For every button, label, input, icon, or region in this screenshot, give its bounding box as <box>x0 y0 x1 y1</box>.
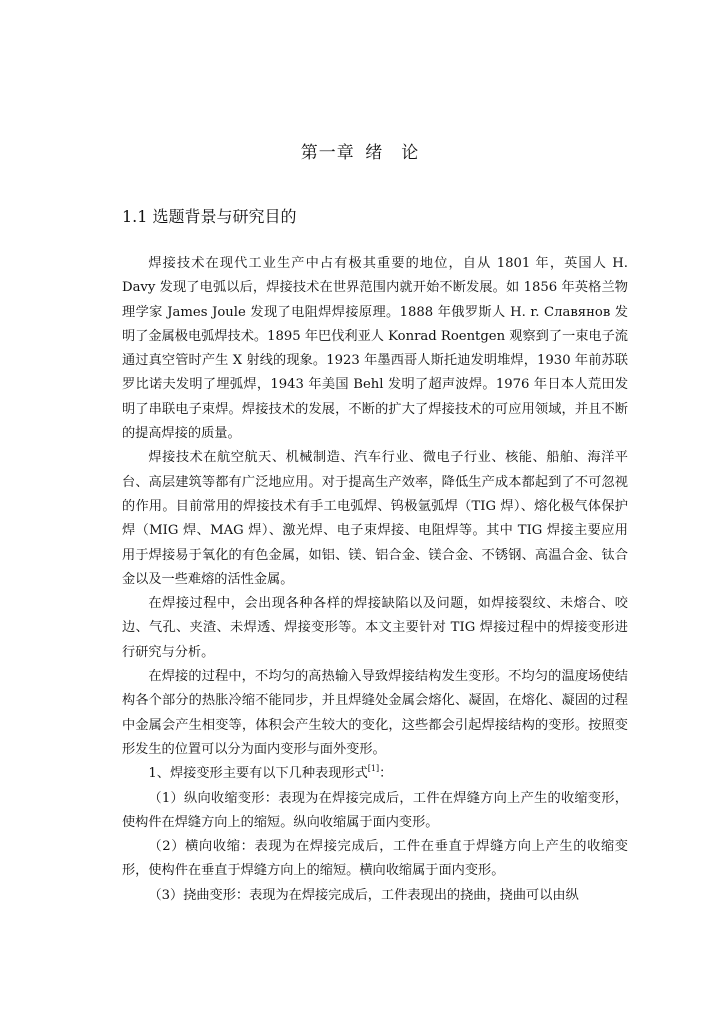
citation-ref[interactable]: [1] <box>367 764 380 774</box>
list-item-transverse: （2）横向收缩：表现为在焊接完成后，工件在垂直于焊缝方向上产生的收缩变形，使构件在垂直于焊缝方向上的缩短。横向收缩属于面内变形。 <box>122 839 628 879</box>
list-intro-tail: ： <box>379 766 393 782</box>
paragraph-applications: 焊接技术在航空航天、机械制造、汽车行业、微电子行业、核能、船舶、海洋平台、高层建筑等都有广泛地应用。对于提高生产效率，降低生产成本都起到了不可忽视的作用。目前常用的焊接技术有手工电弧焊、钨极氩弧焊（TIG 焊）、熔化极气体保护焊（MIG 焊、MAG 焊）、激光焊、电子束焊接、电阻焊等。其中 TIG 焊接主要应用用于焊接易于氧化的有色金属，如铝、镁、铝合金、镁合金、不锈钢、高温合金、钛合金以及一些难熔的活性金属。 <box>122 450 628 587</box>
section-title: 1.1 选题背景与研究目的 <box>122 207 297 226</box>
list-item-bending: （3）挠曲变形：表现为在焊接完成后，工件表现出的挠曲，挠曲可以由纵 <box>148 887 579 903</box>
chapter-title: 第一章 绪 论 <box>300 143 420 163</box>
body-text <box>122 252 628 908</box>
paragraph-defects: 在焊接过程中，会出现各种各样的焊接缺陷以及问题，如焊接裂纹、未熔合、咬边、气孔、夹渣、未焊透、焊接变形等。本文主要针对 TIG 焊接过程中的焊接变形进行研究与分析。 <box>122 596 628 660</box>
list-intro <box>122 762 628 786</box>
list-item-longitudinal: （1）纵向收缩变形：表现为在焊接完成后，工件在焊缝方向上产生的收缩变形，使构件在焊缝方向上的缩短。纵向收缩属于面内变形。 <box>122 790 628 830</box>
list-intro-text: 1、焊接变形主要有以下几种表现形式 <box>148 766 368 782</box>
paragraph-deformation-cause: 在焊接的过程中，不均匀的高热输入导致焊接结构发生变形。不均匀的温度场使结构各个部分的热胀冷缩不能同步，并且焊缝处金属会熔化、凝固，在熔化、凝固的过程中金属会产生相变等，体积会产生较大的变化，这些都会引起焊接结构的变形。按照变形发生的位置可以分为面内变形与面外变形。 <box>122 669 628 757</box>
paragraph-history: 焊接技术在现代工业生产中占有极其重要的地位，自从 1801 年，英国人 H. Davy 发现了电弧以后，焊接技术在世界范围内就开始不断发展。如 1856 年英格兰物理学家 James Joule 发现了电阻焊焊接原理。1888 年俄罗斯人 H. r. Славянов 发明了金属极电弧焊技术。1895 年巴伐利亚人 Konrad Roentgen 观察到了一束电子流通过真空管时产生 X 射线的现象。1923 年墨西哥人斯托迪发明堆焊，1930 年前苏联罗比诺夫发明了埋弧焊，1943 年美国 Behl 发明了超声波焊。1976 年日本人荒田发明了串联电子束焊。焊接技术的发展，不断的扩大了焊接技术的可应用领域，并且不断的提高焊接的质量。 <box>122 256 628 442</box>
